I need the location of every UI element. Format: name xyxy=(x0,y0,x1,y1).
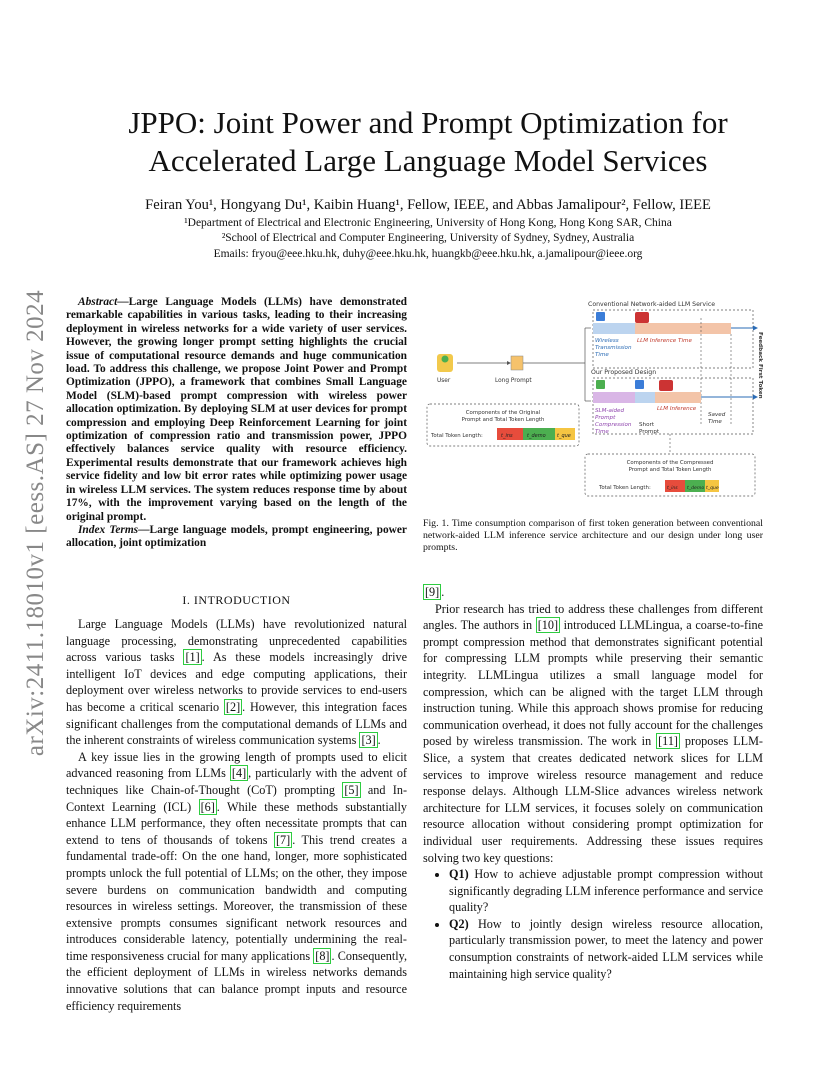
citation-link[interactable]: [6] xyxy=(200,799,215,814)
orig-box-line-1: Components of the Original xyxy=(465,410,541,416)
citation-link[interactable]: [1] xyxy=(185,650,200,665)
orig-seg-label-1: t_ins xyxy=(501,433,513,439)
comp-box-line-2: Prompt and Total Token Length xyxy=(628,467,712,473)
slm-label-2: Prompt xyxy=(595,415,616,421)
slm-label-3: Compression xyxy=(595,422,632,428)
inference-time-label: LLM Inference Time xyxy=(637,338,692,344)
author-list: Feiran You¹, Hongyang Du¹, Kaibin Huang¹, Fellow, IEEE, and Abbas Jamalipour², Fellow, IEEE xyxy=(145,197,711,213)
slm-icon xyxy=(596,380,605,389)
proposed-robot-icon xyxy=(659,380,673,391)
short-prompt-label-2: Prompt xyxy=(639,429,660,435)
comp-box-line-1: Components of the Compressed xyxy=(626,460,714,466)
intro-paragraph-1: Large Language Models (LLMs) have revolutionized natural language processing, demonstrating unprecedented capabilities across various tasks [1] . As these models increasingly drive intelligent IoT devices and edge computing applications, their deployment over wireless networks to provide services to end-users has become a critical scenario [2] . However, this integration faces significant challenges from the computational demands of LLMs and the inherent constraints of wireless communication systems [3] . xyxy=(66,617,407,748)
short-prompt-label-1: Short xyxy=(639,422,655,428)
citation-link[interactable]: [11] xyxy=(658,734,678,749)
wireless-label-1: Wireless xyxy=(595,338,619,344)
proposed-title: Our Proposed Design xyxy=(591,369,657,376)
user-label: User xyxy=(437,378,451,384)
slm-label-1: SLM-aided xyxy=(595,408,625,414)
wireless-label-2: Transmission xyxy=(595,345,632,351)
citation-link[interactable]: [7] xyxy=(275,832,291,847)
orig-total-token-label: Total Token Length: xyxy=(431,433,483,439)
orig-seg-label-2: t_demo xyxy=(527,433,546,439)
intro-paragraph-2: A key issue lies in the growing length of prompts used to elicit advanced reasoning from LLMs [4] , particularly with the advent of techniques like Chain-of-Thought (CoT) prompting [5] and In-Context Learning (ICL) [6] . While these methods substantially enhance LLM performance, they often necessitate prompts that can extend to tens of thousands of tokens [7] . This trend creates a fundamental trade-off: On the one hand, longer, more sophisticated prompts unlock the full potential of LLMs; on the other, they impose severe burdens on communication bandwidth and computing resources in wireless settings. Moreover, the transmission of these extensive prompts consumes significant network resources and introduces considerable latency, potentially undermining the real-time responsiveness crucial for many applications [8] . Consequently, the efficient deployment of LLMs in wireless networks demands innovative solutions that can balance prompt inputs and resource efficiency requirements xyxy=(66,749,408,1013)
long-prompt-label: Long Prompt xyxy=(495,378,532,384)
figure-1-diagram xyxy=(423,296,768,502)
abstract-label: Abstract xyxy=(78,296,118,308)
conv-arrowhead xyxy=(753,326,758,331)
citation-link[interactable]: [2] xyxy=(225,699,241,714)
orig-seg-label-3: t_que xyxy=(557,433,571,439)
document-icon xyxy=(511,356,523,370)
user-arrowhead xyxy=(507,361,511,365)
title-line-1: JPPO: Joint Power and Prompt Optimization for xyxy=(128,105,728,140)
question-1: • Q1) How to achieve adjustable prompt compression without significantly degrading LLM inference performance and service quality? xyxy=(449,866,763,916)
affiliation-1: ¹Department of Electrical and Electronic Engineering, University of Hong Kong, Hong Kong SAR, China xyxy=(184,217,672,229)
slm-bar xyxy=(593,392,635,403)
comp-total-token-label: Total Token Length: xyxy=(599,485,651,491)
comp-seg-label-1: t_ins xyxy=(667,486,678,491)
intro-paragraph-3: Prior research has tried to address these challenges from different angles. The authors in [10] introduced LLMLingua, a coarse-to-fine prompt compression method that demonstrates significant potential for compressing LLM prompts while preserving their semantic integrity. LLMLingua utilizes a small language model for compression, which can be aligned with the target LLM through instruction tuning. While this approach shows promise for reducing communication overhead, it does not fully account for the challenges posed by wireless transmission. The work in [11] proposes LLM-Slice, a system that creates dedicated network slices for LLM services to improve wireless resource management and reduce response delays. Although LLM-Slice advances wireless network architecture for LLM services, it focuses solely on communication resource allocation without considering prompt optimization for individual user requirements. Addressing these issues requires solving two key questions: xyxy=(423,601,763,865)
user-head-icon xyxy=(442,356,449,363)
saved-time-label-2: Time xyxy=(708,419,722,425)
paper-title xyxy=(60,104,796,180)
saved-time-label-1: Saved xyxy=(708,412,726,418)
key-questions-list xyxy=(423,866,763,982)
arxiv-stamp-text: arXiv:2411.18010v1 [eess.AS] 27 Nov 2024 xyxy=(22,289,49,757)
citation-link[interactable]: [9] xyxy=(425,585,440,599)
slm-label-4: Time xyxy=(595,429,609,435)
device-icon xyxy=(596,312,605,321)
question-2: • Q2) How to jointly design wireless resource allocation, particularly transmission power, to meet the latency and power consumption constraints of network-aided LLM services while maintaining high service quality? xyxy=(449,916,763,982)
index-terms-label: Index Terms xyxy=(78,523,139,536)
short-prompt-bar xyxy=(635,392,655,403)
conv-title: Conventional Network-aided LLM Service xyxy=(588,301,716,308)
citation-link[interactable]: [3] xyxy=(361,733,376,748)
abstract-text: —Large Language Models (LLMs) have demonstrated remarkable capabilities in various tasks, leading to their increasing deployment in wireless networks for a wide variety of user services. However, the growing longer prompt setting highlights the crucial issue of computational resource demands and huge communication load. To address this challenge, we propose Joint Power and Prompt Optimization (JPPO), a framework that combines Small Language Model (SLM)-based prompt compression with wireless power allocation optimization. By deploying SLM at user devices for prompt compression and employing Deep Reinforcement Learning for joint optimization of compression ratio and transmission power, JPPO effectively balances service quality with resource efficiency. Experimental results demonstrate that our framework achieves high service fidelity and low bit error rates while optimizing power usage in wireless LLM services. The system reduces response time by about 17%, with the improvement varying based on the length of the original prompt. xyxy=(66,296,407,523)
citation-link[interactable]: [10] xyxy=(537,618,559,633)
intro-right-column xyxy=(423,584,763,982)
wireless-label-3: Time xyxy=(595,352,609,358)
proposed-device-icon xyxy=(635,380,644,389)
comp-seg-label-3: t_que xyxy=(706,486,719,491)
inference-bar xyxy=(635,323,731,334)
proposed-inference-label: LLM Inference xyxy=(657,406,697,412)
affiliation-2: ²School of Electrical and Computer Engineering, University of Sydney, Sydney, Australia xyxy=(221,232,635,244)
intro-left-column xyxy=(66,616,407,1014)
proposed-inference-bar xyxy=(655,392,701,403)
author-emails: Emails: fryou@eee.hku.hk, duhy@eee.hku.hk, huangkb@eee.hku.hk, a.jamalipour@ieee.org xyxy=(213,248,643,260)
section-heading: I. INTRODUCTION xyxy=(182,593,291,607)
abstract xyxy=(66,296,407,551)
citation-link[interactable]: [8] xyxy=(315,948,330,963)
citation-link[interactable]: [5] xyxy=(344,782,359,797)
arxiv-stamp xyxy=(16,268,56,778)
robot-icon xyxy=(635,312,649,323)
figure-caption: Fig. 1. Time consumption comparison of first token generation between conventional network-aided LLM inference service architecture and our design under long user prompts. xyxy=(423,518,763,553)
wireless-bar xyxy=(593,323,635,334)
orig-box-line-2: Prompt and Total Token Length xyxy=(461,417,545,423)
title-line-2: Accelerated Large Language Model Services xyxy=(148,143,708,178)
citation-link[interactable]: [4] xyxy=(231,766,247,781)
index-terms-text: —Large language models, prompt engineering, power allocation, joint optimization xyxy=(66,523,407,550)
intro-paragraph-2-continued: [9] . xyxy=(425,585,445,599)
comp-seg-label-2: t_demo xyxy=(687,486,705,491)
feedback-label: Feedback First Token xyxy=(757,332,763,399)
